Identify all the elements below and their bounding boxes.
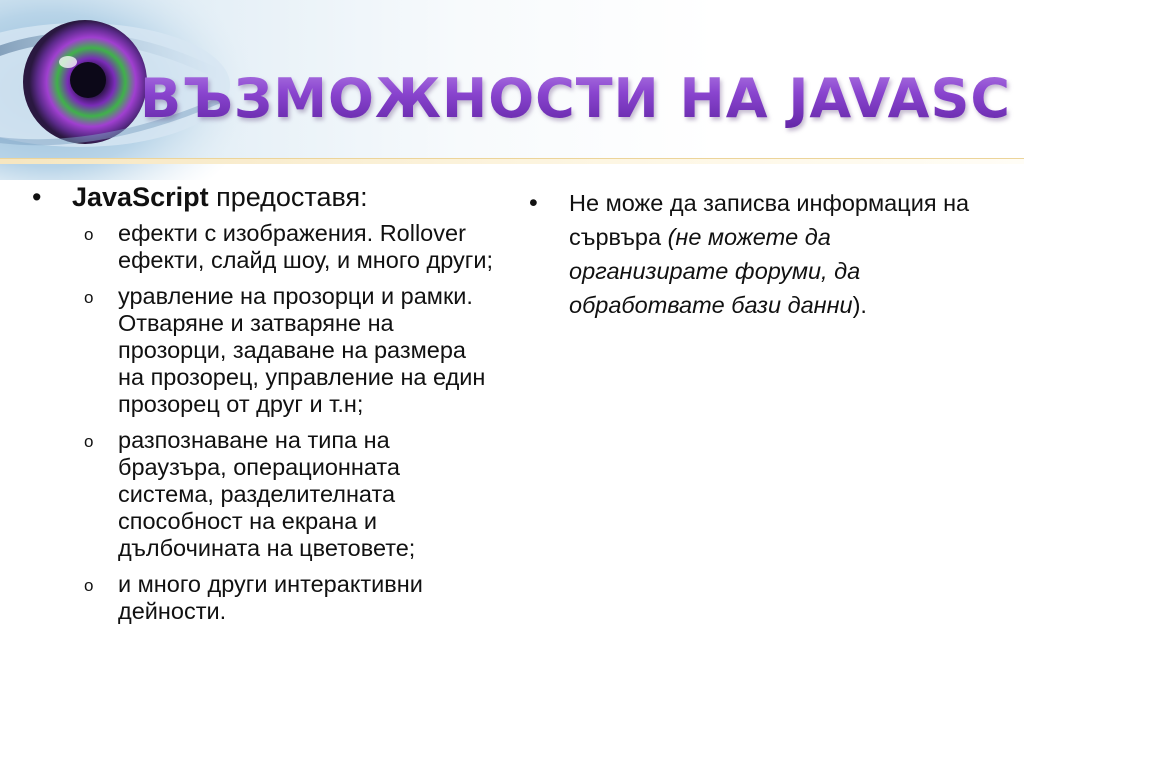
sub-bullet-item (28, 571, 498, 625)
slide-title: ВЪЗМОЖНОСТИ НА JAVASCRIPT (140, 67, 1153, 130)
circle-bullet-icon: o (84, 225, 94, 244)
sub-bullet-text: и много други интерактивни дейности. (118, 571, 423, 624)
right-column (525, 186, 975, 322)
circle-bullet-icon: o (84, 576, 94, 595)
bullet-icon: • (32, 182, 42, 212)
sub-bullet-text: разпознаване на типа на браузъра, операционната система, разделителната способност на екрана и дълбочината на цветовете; (118, 427, 416, 561)
circle-bullet-icon: o (84, 432, 94, 451)
lead-bold-text: JavaScript (72, 182, 209, 212)
sub-bullet-text: ефекти с изображения. Rollover ефекти, слайд шоу, и много други; (118, 220, 493, 273)
right-bullet-italic-text: (не можете да организирате форуми, да обработвате бази данни (569, 224, 861, 318)
right-bullet-closing-text: ). (852, 292, 867, 318)
header-divider (0, 158, 1024, 164)
sub-bullet-text: уравление на прозорци и рамки. Отваряне и затваряне на прозорци, задаване на размера на прозорец, управление на един прозорец от друг и т.н; (118, 283, 486, 417)
left-column (28, 180, 498, 634)
sub-bullet-item (28, 427, 498, 562)
right-bullet-text: Не може да записва информация на сървъра (569, 190, 970, 250)
circle-bullet-icon: o (84, 288, 94, 307)
right-bullet (525, 186, 975, 322)
sub-bullet-list (28, 220, 498, 625)
sub-bullet-item (28, 283, 498, 418)
lead-bullet (28, 180, 498, 214)
bullet-icon: • (529, 189, 538, 217)
slide-header (0, 0, 1153, 162)
lead-text: предоставя: (208, 182, 368, 212)
sub-bullet-item (28, 220, 498, 274)
